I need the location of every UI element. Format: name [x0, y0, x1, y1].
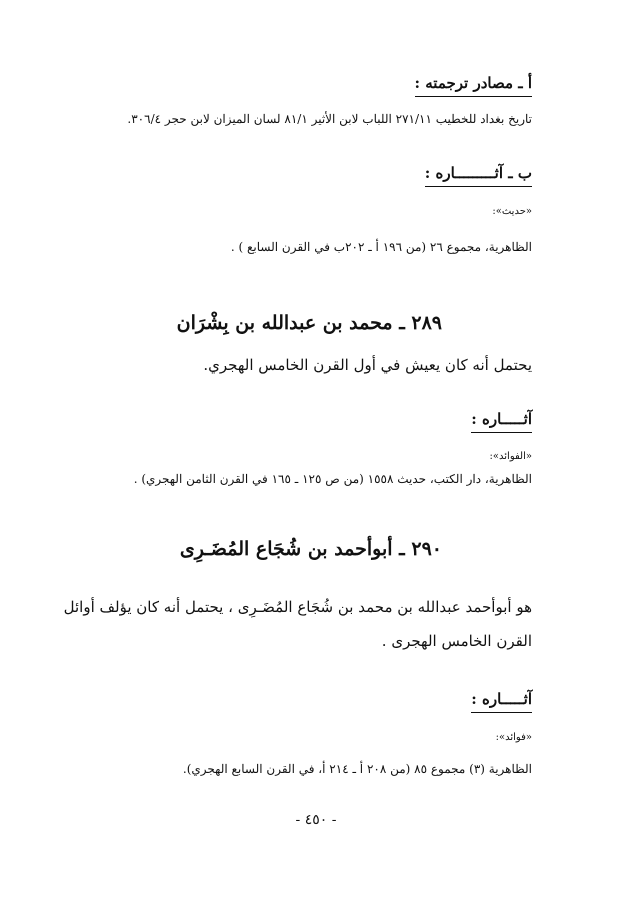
entry-290-bio-line1: هو أبوأحمد عبدالله بن محمد بن شُجَاع المُضَـرِى ، يحتمل أنه كان يؤلف أوائل	[63, 598, 532, 616]
entry-289-works-heading: آثـــــاره :	[471, 410, 532, 433]
section-a-heading: أ ـ مصادر ترجمته :	[415, 74, 533, 97]
entry-290-work-title: «فوائد»:	[495, 732, 532, 743]
page-number: - ٤٥٠ -	[295, 812, 337, 828]
entry-289-work-title: «الفوائد»:	[489, 451, 532, 462]
entry-289-manuscript: الظاهرية، دار الكتب، حديث ١٥٥٨ (من ص ١٢٥ ـ ١٦٥ في القرن الثامن الهجري) .	[133, 472, 532, 486]
entry-290-title: ٢٩٠ ـ أبوأحمد بن شُجَاع المُضَـرِى	[179, 538, 442, 560]
section-a-sources: تاريخ بغداد للخطيب ٢٧١/١١ اللباب لابن الأثير ٨١/١ لسان الميزان لابن حجر ٣٠٦/٤.	[127, 112, 532, 126]
entry-290-bio-line2: القرن الخامس الهجرى .	[381, 632, 532, 650]
section-b-work-title: «حديث»:	[492, 206, 532, 217]
entry-289-bio: يحتمل أنه كان يعيش في أول القرن الخامس الهجري.	[203, 356, 532, 374]
section-b-heading: ب ـ آثـــــــــاره :	[425, 164, 532, 187]
entry-290-works-heading: آثـــــاره :	[471, 690, 532, 713]
entry-290-manuscript: الظاهرية (٣) مجموع ٨٥ (من ٢٠٨ أ ـ ٢١٤ أ، في القرن السابع الهجري).	[182, 762, 532, 776]
section-b-manuscript: الظاهرية، مجموع ٢٦ (من ١٩٦ أ ـ ٢٠٢ب في القرن السابع ) .	[230, 240, 532, 254]
entry-289-title: ٢٨٩ ـ محمد بن عبدالله بن بِشْرَان	[176, 312, 442, 334]
